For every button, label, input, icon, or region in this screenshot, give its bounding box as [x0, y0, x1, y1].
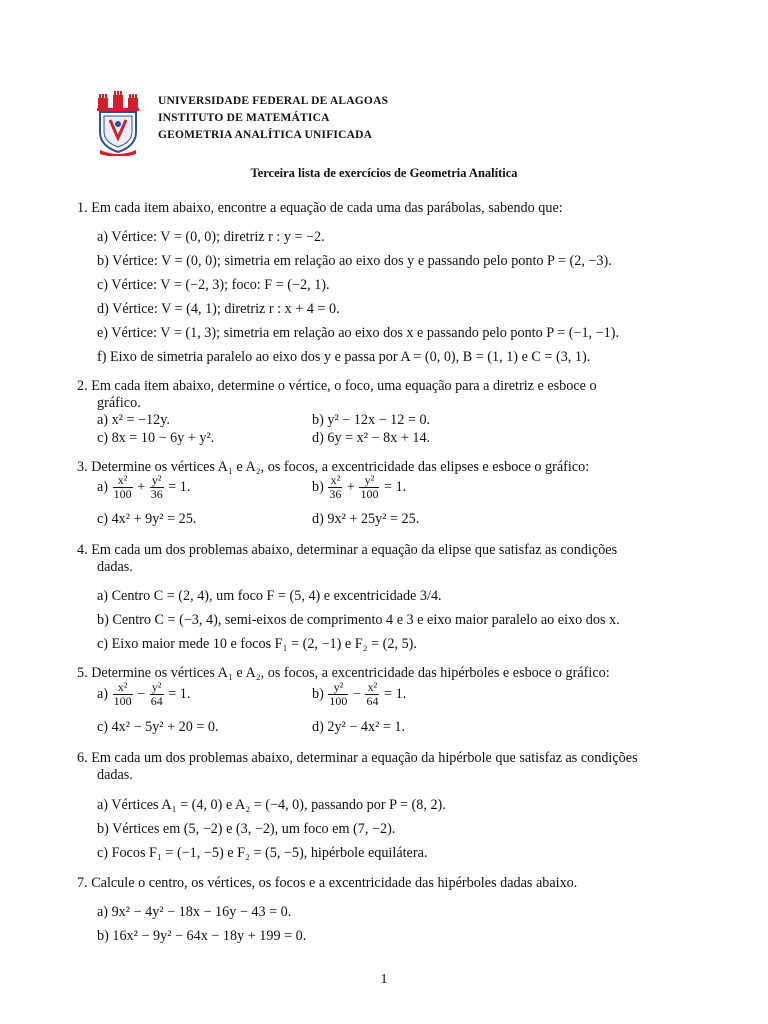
q3-b-rhs: = 1. [384, 478, 407, 495]
q3-a-fraction-2 [150, 474, 164, 501]
q3-item-d: d) 9x² + 25y² = 25. [312, 511, 420, 527]
q5-b-num1: y² [328, 681, 348, 695]
q5-b-num2: x² [365, 681, 379, 695]
q7-item-b: b) 16x² − 9y² − 64x − 18y + 199 = 0. [97, 928, 307, 944]
q7-stem: 7. Calcule o centro, os vértices, os focos e a excentricidade das hipérboles dadas abaixo. [77, 875, 578, 891]
q1-item-d: d) Vértice: V = (4, 1); diretriz r : x + 4 = 0. [97, 301, 340, 317]
q3-b-fraction-1 [328, 474, 342, 501]
q3-a-num2: y² [150, 474, 164, 488]
q3-stem: 3. Determine os vértices A₁ e A₂, os focos, a excentricidade das elipses e esboce o gráfico: [77, 459, 590, 475]
q6-item-b: b) Vértices em (5, −2) e (3, −2), um foco em (7, −2). [97, 821, 396, 837]
q3-a-op: + [137, 478, 146, 495]
q5-a-num2: y² [150, 681, 164, 695]
q5-a-den1: 100 [113, 694, 132, 708]
q1-stem: 1. Em cada item abaixo, encontre a equação de cada uma das parábolas, sabendo que: [77, 200, 563, 216]
page-number: 1 [380, 972, 388, 987]
header-institute: INSTITUTO DE MATEMÁTICA [158, 112, 330, 124]
header-course: GEOMETRIA ANALÍTICA UNIFICADA [158, 129, 373, 141]
q2-item-a: a) x² = −12y. [97, 412, 170, 428]
q5-b-den2: 64 [366, 694, 379, 708]
q3-a-label: a) [97, 478, 109, 495]
q3-b-den1: 36 [329, 487, 342, 501]
q3-b-label: b) [312, 478, 324, 495]
q3-a-rhs: = 1. [168, 478, 191, 495]
q5-a-num1: x² [113, 681, 133, 695]
q5-a-fraction-2 [150, 681, 164, 708]
q5-b-fraction-2 [365, 681, 379, 708]
university-crest-logo [96, 88, 140, 156]
q1-item-b: b) Vértice: V = (0, 0); simetria em relação ao eixo dos y e passando pelo ponto P = (2, −3). [97, 253, 612, 269]
q6-stem-line2: dadas. [97, 767, 133, 783]
q4-item-c: c) Eixo maior mede 10 e focos F₁ = (2, −1) e F₂ = (2, 5). [97, 636, 417, 652]
q5-stem: 5. Determine os vértices A₁ e A₂, os focos, a excentricidade das hipérboles e esboce o gráfico: [77, 665, 610, 681]
q5-b-label: b) [312, 685, 324, 702]
q3-b-op: + [346, 478, 355, 495]
q3-b-fraction-2 [359, 474, 379, 501]
page-title: Terceira lista de exercícios de Geometria Analítica [250, 166, 518, 180]
q5-item-c: c) 4x² − 5y² + 20 = 0. [97, 719, 219, 735]
q7-item-a: a) 9x² − 4y² − 18x − 16y − 43 = 0. [97, 904, 292, 920]
q2-item-c: c) 8x = 10 − 6y + y². [97, 430, 215, 446]
q3-item-b [312, 474, 406, 501]
q3-item-a [97, 474, 190, 501]
q4-stem-line1: 4. Em cada um dos problemas abaixo, determinar a equação da elipse que satisfaz as condições [77, 542, 618, 558]
q2-item-d: d) 6y = x² − 8x + 14. [312, 430, 431, 446]
q3-item-c: c) 4x² + 9y² = 25. [97, 511, 197, 527]
q4-stem-line2: dadas. [97, 559, 133, 575]
q6-item-a: a) Vértices A₁ = (4, 0) e A₂ = (−4, 0), passando por P = (8, 2). [97, 797, 446, 813]
q5-item-a [97, 681, 190, 708]
q2-stem-line2: gráfico. [97, 395, 141, 411]
q4-item-a: a) Centro C = (2, 4), um foco F = (5, 4) e excentricidade 3/4. [97, 588, 442, 604]
q2-stem-line1: 2. Em cada item abaixo, determine o vértice, o foco, uma equação para a diretriz e esboce o [77, 378, 597, 394]
q4-item-b: b) Centro C = (−3, 4), semi-eixos de comprimento 4 e 3 e eixo maior paralelo ao eixo dos x. [97, 612, 620, 628]
q5-a-den2: 64 [150, 694, 163, 708]
q3-a-num1: x² [113, 474, 133, 488]
q5-b-op: − [352, 685, 361, 702]
q5-a-label: a) [97, 685, 109, 702]
q2-item-b: b) y² − 12x − 12 = 0. [312, 412, 431, 428]
q1-item-f: f) Eixo de simetria paralelo ao eixo dos y e passa por A = (0, 0), B = (1, 1) e C = (3, 1). [97, 349, 591, 365]
q3-b-num2: y² [359, 474, 379, 488]
q1-item-e: e) Vértice: V = (1, 3); simetria em relação ao eixo dos x e passando pelo ponto P = (−1, −1). [97, 325, 619, 341]
q5-item-b [312, 681, 406, 708]
q3-a-den1: 100 [113, 487, 132, 501]
q5-a-op: − [137, 685, 146, 702]
q1-item-a: a) Vértice: V = (0, 0); diretriz r : y = −2. [97, 229, 325, 245]
q3-a-fraction-1 [113, 474, 133, 501]
q5-a-rhs: = 1. [168, 685, 191, 702]
q5-b-rhs: = 1. [384, 685, 407, 702]
q1-item-c: c) Vértice: V = (−2, 3); foco: F = (−2, 1). [97, 277, 330, 293]
q3-b-num1: x² [328, 474, 342, 488]
q5-a-fraction-1 [113, 681, 133, 708]
q5-b-fraction-1 [328, 681, 348, 708]
q5-item-d: d) 2y² − 4x² = 1. [312, 719, 406, 735]
q3-a-den2: 36 [150, 487, 163, 501]
q5-b-den1: 100 [329, 694, 348, 708]
q6-item-c: c) Focos F₁ = (−1, −5) e F₂ = (5, −5), hipérbole equilátera. [97, 845, 428, 861]
q3-b-den2: 100 [360, 487, 379, 501]
header-university: UNIVERSIDADE FEDERAL DE ALAGOAS [158, 95, 389, 107]
q6-stem-line1: 6. Em cada um dos problemas abaixo, determinar a equação da hipérbole que satisfaz as condições [77, 750, 638, 766]
